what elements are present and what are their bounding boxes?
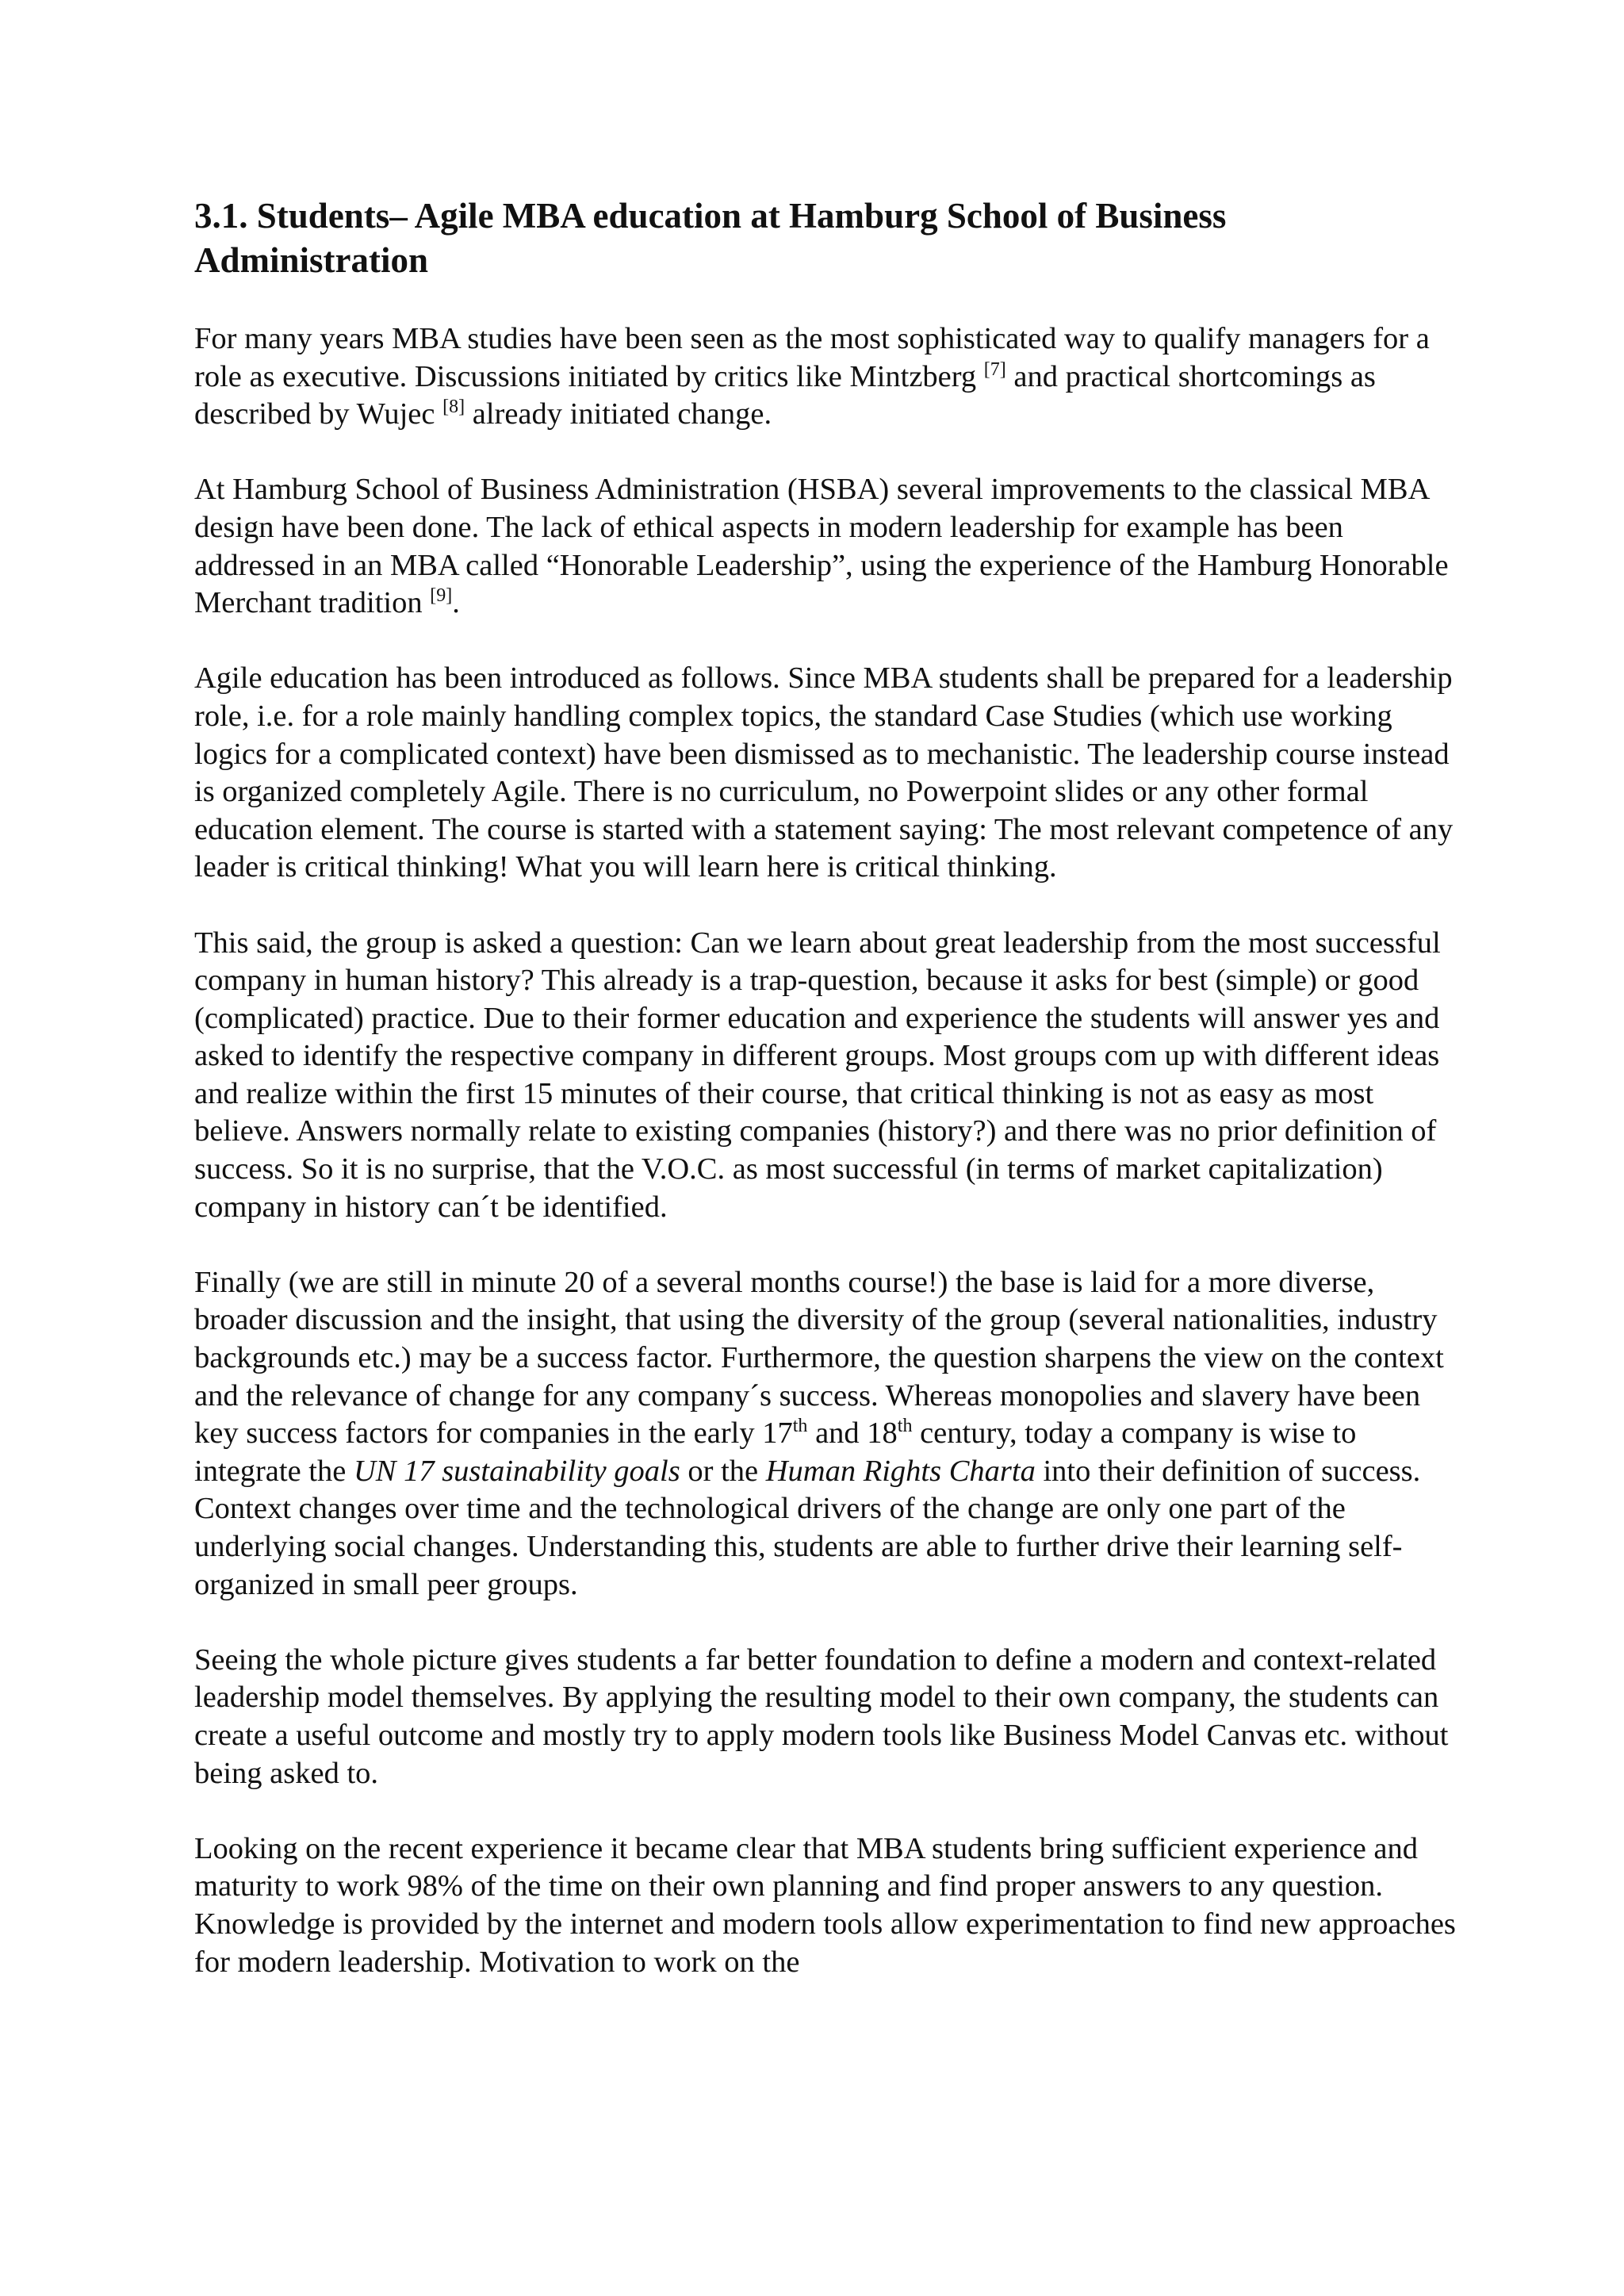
text-run: century, today a company is wise to integrate the (194, 1416, 1357, 1488)
text-run: At Hamburg School of Business Administration (HSBA) several improvements to the classical MBA design have been done. The lack of ethical aspects in modern leadership for example has been addressed in an MBA called “Honorable Leadership”, using the experience of the Hamburg Honorable Merchant tradition (194, 473, 1449, 620)
paragraph-recent-experience: Looking on the recent experience it became clear that MBA students bring sufficient experience and maturity to work 98% of the time on their own planning and find proper answers to any question. Knowledge is provided by the internet and modern tools allow experimentation to find new approaches for modern leadership. Motivation to work on the (194, 1831, 1456, 1979)
section-heading: 3.1. Students– Agile MBA education at Hamburg School of Business Administration (194, 196, 1227, 280)
emphasis-un-goals: UN 17 sustainability goals (353, 1454, 680, 1488)
paragraph-mba-history (194, 320, 1463, 434)
page-content (194, 194, 1463, 2019)
text-run: and 18 (807, 1416, 898, 1451)
text-run: or the (680, 1454, 766, 1488)
text-run: and practical shortcomings as described by Wujec (194, 359, 1376, 431)
superscript-ordinal: th (897, 1416, 913, 1437)
citation-reference: [8] (442, 397, 465, 418)
citation-reference: [9] (430, 585, 453, 607)
paragraph-hsba-improvements (194, 471, 1463, 622)
text-run: . (452, 586, 460, 620)
paragraph-context-change (194, 1264, 1463, 1604)
paragraph-whole-picture: Seeing the whole picture gives students a far better foundation to define a modern and context-related leadership model themselves. By applying the resulting model to their own company, the students can create a useful outcome and mostly try to apply modern tools like Business Model Canvas etc. without being asked to. (194, 1642, 1449, 1790)
text-run: Finally (we are still in minute 20 of a several months course!) the base is laid for a more diverse, broader discussion and the insight, that using the diversity of the group (several nationalities, industry backgrounds etc.) may be a success factor. Furthermore, the question sharpens the view on the context and the relevance of change for any company´s success. Whereas monopolies and slavery have been key success factors for companies in the early 17 (194, 1265, 1444, 1451)
text-run: into their definition of success. Context changes over time and the technological drivers of the change are only one part of the underlying social changes. Understanding this, students are able to further drive their learning self-organized in small peer groups. (194, 1454, 1421, 1601)
citation-reference: [7] (983, 358, 1006, 380)
superscript-ordinal: th (792, 1416, 808, 1437)
paragraph-agile-education: Agile education has been introduced as follows. Since MBA students shall be prepared for a leadership role, i.e. for a role mainly handling complex topics, the standard Case Studies (which use working logics for a complicated context) have been dismissed as to mechanistic. The leadership course instead is organized completely Agile. There is no curriculum, no Powerpoint slides or any other formal education element. The course is started with a statement saying: The most relevant competence of any leader is critical thinking! What you will learn here is critical thinking. (194, 661, 1454, 884)
text-run: For many years MBA studies have been seen as the most sophisticated way to qualify managers for a role as executive. Discussions initiated by critics like Mintzberg (194, 322, 1430, 393)
emphasis-human-rights: Human Rights Charta (765, 1454, 1036, 1488)
text-run: already initiated change. (465, 397, 772, 431)
paragraph-trap-question: This said, the group is asked a question: Can we learn about great leadership from the most successful company in human history? This already is a trap-question, because it asks for best (simple) or good (complicated) practice. Due to their former education and experience the students will answer yes and asked to identify the respective company in different groups. Most groups com up with different ideas and realize within the first 15 minutes of their course, that critical thinking is not as easy as most believe. Answers normally relate to existing companies (history?) and there was no prior definition of success. So it is no surprise, that the V.O.C. as most successful (in terms of market capitalization) company in history can´t be identified. (194, 926, 1441, 1224)
